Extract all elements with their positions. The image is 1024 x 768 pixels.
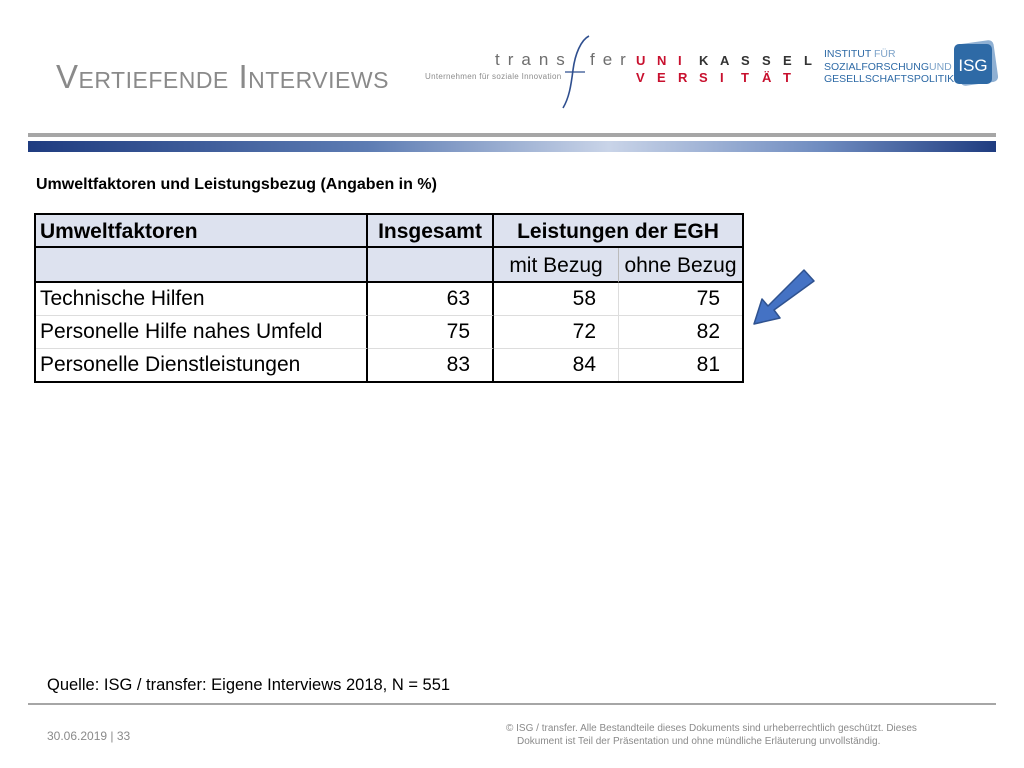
column-header-umweltfaktoren: Umweltfaktoren <box>36 215 368 248</box>
uni-logo-letter: I <box>678 53 682 68</box>
column-header-insgesamt: Insgesamt <box>368 215 494 248</box>
cell-total: 75 <box>368 316 494 349</box>
copyright-line-2: Dokument ist Teil der Präsentation und ohne mündliche Erläuterung unvollständig. <box>517 736 881 747</box>
header-accent-bar <box>28 141 996 152</box>
uni-logo-letter: E <box>783 53 792 68</box>
subheader-ohne-bezug: ohne Bezug <box>619 248 742 283</box>
transfer-logo <box>425 34 634 108</box>
transfer-logo-swoosh-icon <box>555 34 595 110</box>
uni-logo-letter: I <box>720 70 724 85</box>
header-divider <box>28 133 996 137</box>
footer-date-page: 30.06.2019 | 33 <box>47 729 131 743</box>
cell-mit-bezug: 84 <box>494 349 619 381</box>
uni-logo-letter: T <box>783 70 791 85</box>
uni-logo-letter: A <box>720 53 730 68</box>
uni-logo-letter: E <box>657 70 666 85</box>
uni-logo-letter: T <box>741 70 749 85</box>
uni-logo-letter: Ä <box>762 70 772 85</box>
row-label-personelle-hilfe: Personelle Hilfe nahes Umfeld <box>36 316 368 349</box>
uni-logo-letter: S <box>699 70 708 85</box>
uni-logo-letter: K <box>699 53 709 68</box>
data-table <box>34 213 744 383</box>
cell-total: 63 <box>368 283 494 316</box>
transfer-logo-tagline: Unternehmen für soziale Innovation <box>425 72 562 81</box>
copyright-line-1: © ISG / transfer. Alle Bestandteile dieses Dokuments sind urheberrechtlich geschützt. Dieses <box>506 723 917 734</box>
isg-logo-line1b: FÜR <box>873 48 896 60</box>
isg-logo-line3: GESELLSCHAFTSPOLITIK <box>824 73 955 85</box>
isg-logo-line2: SOZIALFORSCHUNG <box>824 60 930 73</box>
uni-kassel-logo-row2 <box>636 69 825 86</box>
subheader-empty-2 <box>368 248 494 283</box>
uni-kassel-logo-row1 <box>636 52 825 69</box>
uni-kassel-logo <box>636 52 825 86</box>
uni-logo-letter: U <box>636 53 646 68</box>
isg-logo-line2b: UND <box>929 60 952 73</box>
slide-title: Vertiefende Interviews <box>56 58 389 95</box>
column-header-leistungen-egh: Leistungen der EGH <box>494 215 742 248</box>
uni-logo-letter: N <box>657 53 667 68</box>
footer-copyright <box>506 722 986 748</box>
footer-divider <box>28 703 996 705</box>
isg-badge-label: ISG <box>958 56 988 75</box>
isg-logo-text <box>824 48 954 86</box>
transfer-logo-word: trans <box>495 50 573 69</box>
uni-logo-letter: S <box>741 53 750 68</box>
cell-ohne-bezug: 82 <box>619 316 742 349</box>
source-note: Quelle: ISG / transfer: Eigene Interviews 2018, N = 551 <box>47 676 451 694</box>
cell-ohne-bezug: 75 <box>619 283 742 316</box>
uni-logo-letter: L <box>804 53 812 68</box>
isg-logo-line1: INSTITUT <box>824 48 872 60</box>
arrow-pointing-left-down-icon <box>748 268 816 330</box>
transfer-logo-word-end: fer <box>590 50 634 69</box>
uni-logo-letter: R <box>678 70 688 85</box>
uni-logo-letter: V <box>636 70 645 85</box>
cell-mit-bezug: 58 <box>494 283 619 316</box>
isg-badge-icon <box>952 38 1000 88</box>
row-label-technische-hilfen: Technische Hilfen <box>36 283 368 316</box>
cell-total: 83 <box>368 349 494 381</box>
uni-logo-letter: S <box>762 53 771 68</box>
row-label-personelle-dienstleistungen: Personelle Dienstleistungen <box>36 349 368 381</box>
cell-ohne-bezug: 81 <box>696 353 720 376</box>
table-caption: Umweltfaktoren und Leistungsbezug (Angaben in %) <box>36 176 437 193</box>
subheader-mit-bezug: mit Bezug <box>494 248 619 283</box>
subheader-empty-1 <box>36 248 368 283</box>
cell-mit-bezug: 72 <box>494 316 619 349</box>
